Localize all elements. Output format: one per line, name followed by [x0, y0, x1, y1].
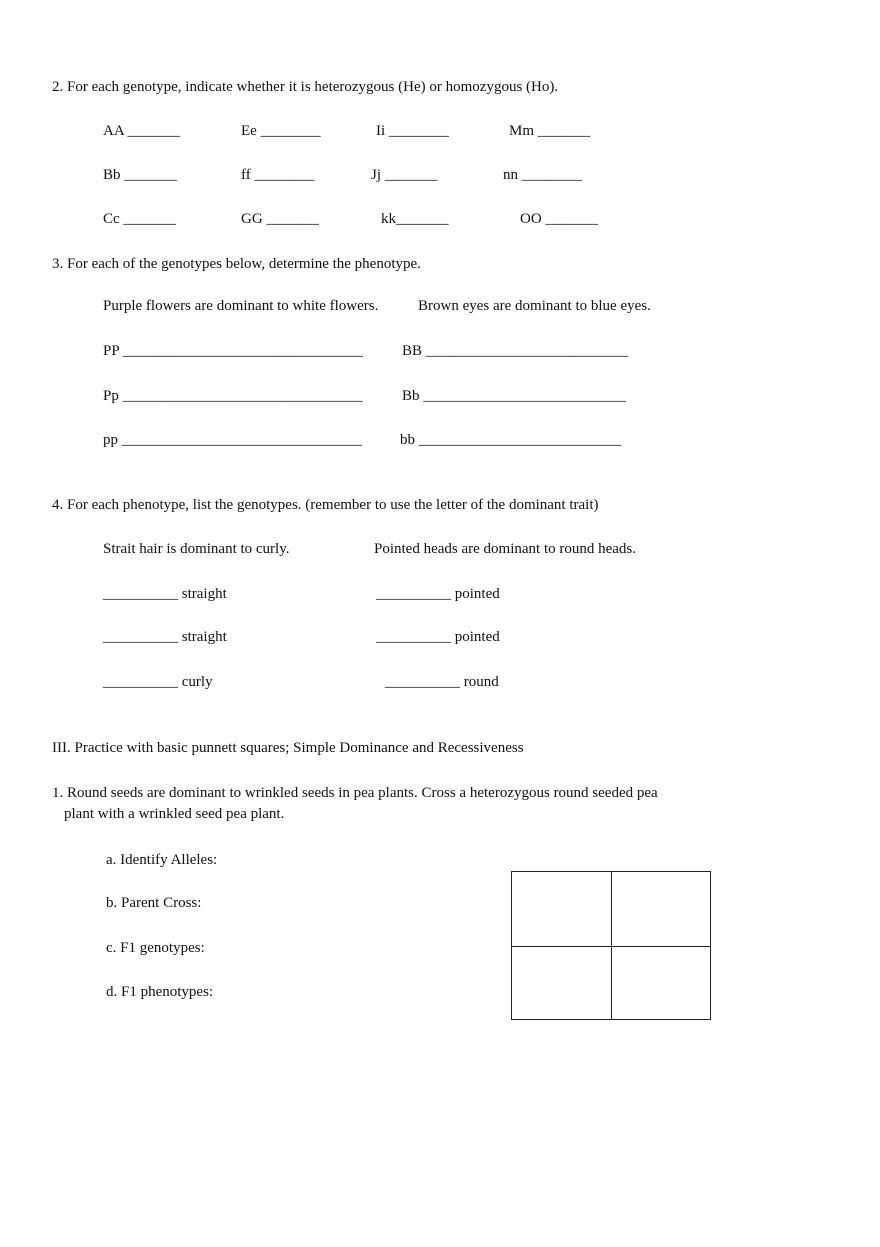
genotype-cc: Cc _______ [103, 211, 176, 227]
genotype-curly: __________ curly [103, 674, 213, 690]
genotype-ii: Ii ________ [376, 123, 449, 139]
q3-note-eyes: Brown eyes are dominant to blue eyes. [418, 298, 651, 314]
q4-note-hair: Strait hair is dominant to curly. [103, 541, 290, 557]
phenotype-pp-upper: PP ________________________________ [103, 343, 363, 359]
part-identify-alleles: a. Identify Alleles: [106, 852, 218, 868]
genotype-nn: nn ________ [503, 167, 582, 183]
q2-prompt: 2. For each genotype, indicate whether it is heterozygous (He) or homozygous (Ho). [52, 79, 559, 95]
genotype-straight-1: __________ straight [103, 586, 227, 602]
part-parent-cross: b. Parent Cross: [106, 895, 202, 911]
s3-q1-line1: 1. Round seeds are dominant to wrinkled seeds in pea plants. Cross a heterozygous round seeded pea [52, 785, 658, 801]
phenotype-bb-upper: BB ___________________________ [402, 343, 629, 359]
phenotype-bb-lower: bb ___________________________ [400, 432, 622, 448]
part-f1-phenotypes: d. F1 phenotypes: [106, 984, 214, 1000]
phenotype-bb-mixed: Bb ___________________________ [402, 388, 626, 404]
q3-note-flowers: Purple flowers are dominant to white flowers. [103, 298, 379, 314]
punnett-square [511, 871, 711, 1020]
genotype-straight-2: __________ straight [103, 629, 227, 645]
q4-prompt: 4. For each phenotype, list the genotypes. (remember to use the letter of the dominant trait) [52, 497, 599, 513]
genotype-bb: Bb _______ [103, 167, 177, 183]
q3-prompt: 3. For each of the genotypes below, determine the phenotype. [52, 256, 421, 272]
genotype-mm: Mm _______ [509, 123, 591, 139]
genotype-jj: Jj _______ [371, 167, 438, 183]
genotype-pointed-1: __________ pointed [376, 586, 500, 602]
genotype-ff: ff ________ [241, 167, 315, 183]
genotype-kk: kk_______ [381, 211, 449, 227]
genotype-gg: GG _______ [241, 211, 319, 227]
genotype-round: __________ round [385, 674, 499, 690]
punnett-horizontal-divider [512, 946, 710, 947]
phenotype-pp-mixed: Pp ________________________________ [103, 388, 363, 404]
genotype-oo: OO _______ [520, 211, 598, 227]
part-f1-genotypes: c. F1 genotypes: [106, 940, 205, 956]
genotype-pointed-2: __________ pointed [376, 629, 500, 645]
phenotype-pp-lower: pp ________________________________ [103, 432, 362, 448]
s3-q1-line2: plant with a wrinkled seed pea plant. [64, 806, 285, 822]
q4-note-heads: Pointed heads are dominant to round heads. [374, 541, 637, 557]
genotype-ee: Ee ________ [241, 123, 321, 139]
section-3-heading: III. Practice with basic punnett squares; Simple Dominance and Recessiveness [52, 740, 524, 756]
genotype-aa: AA _______ [103, 123, 181, 139]
